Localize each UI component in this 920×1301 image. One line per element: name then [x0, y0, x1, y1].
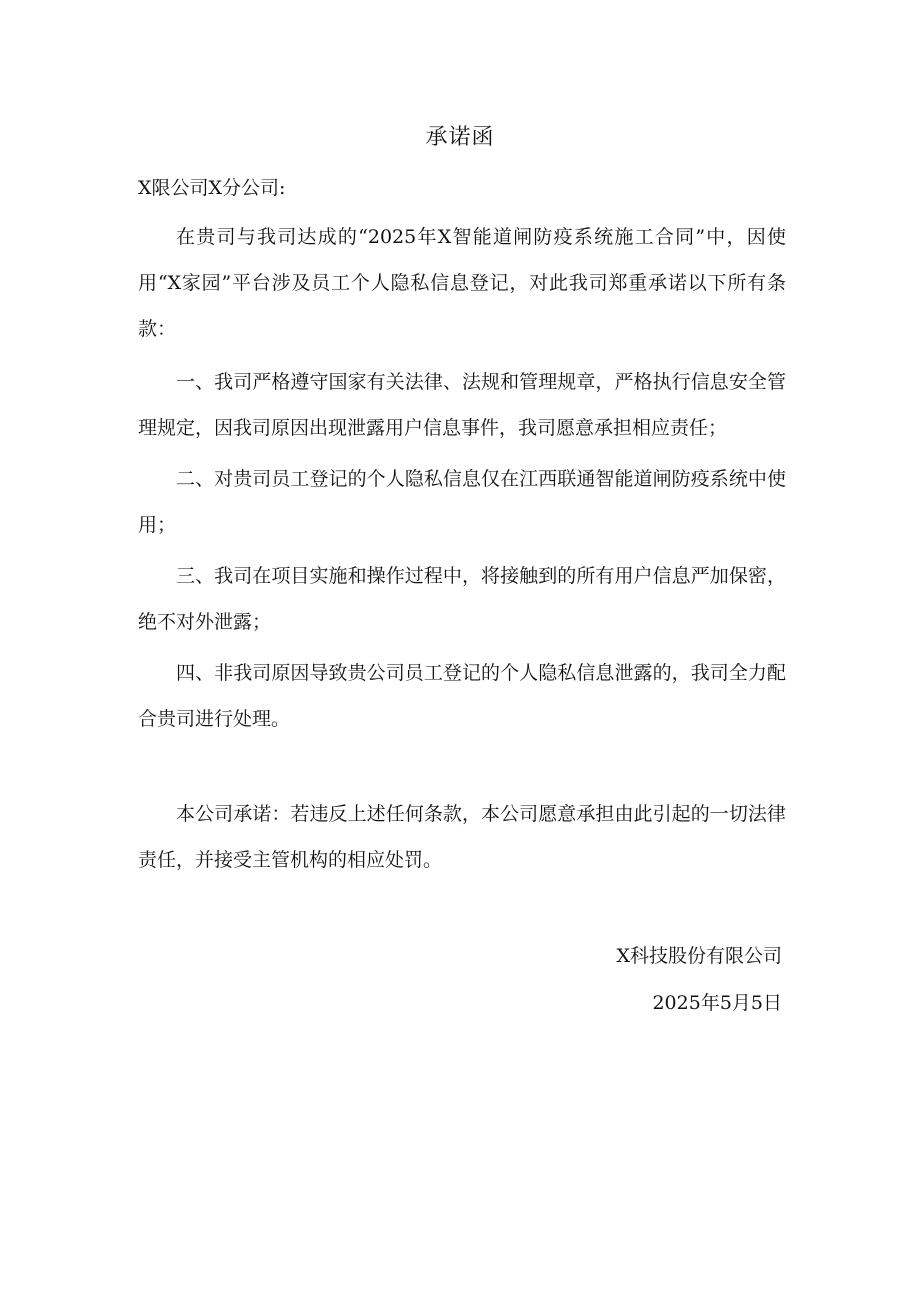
salutation: X限公司X分公司:	[138, 177, 286, 199]
paragraph-clause-3: 三、我司在项目实施和操作过程中，将接触到的所有用户信息严加保密，绝不对外泄露；	[138, 565, 786, 633]
signer-company: X科技股份有限公司	[616, 945, 782, 967]
signature-date: 2025年5月5日	[652, 992, 782, 1014]
paragraph-clause-1: 一、我司严格遵守国家有关法律、法规和管理规章，严格执行信息安全管理规定，因我司原因出现泄露用户信息事件，我司愿意承担相应责任；	[138, 371, 786, 439]
paragraph-intro: 在贵司与我司达成的“2025年X智能道闸防疫系统施工合同”中，因使用“X家园”平台涉及员工个人隐私信息登记，对此我司郑重承诺以下所有条款：	[138, 226, 786, 340]
paragraph-clause-2: 二、对贵司员工登记的个人隐私信息仅在江西联通智能道闸防疫系统中使用；	[138, 468, 786, 536]
paragraph-clause-4: 四、非我司原因导致贵公司员工登记的个人隐私信息泄露的，我司全力配合贵司进行处理。	[138, 662, 786, 730]
paragraph-commitment: 本公司承诺：若违反上述任何条款，本公司愿意承担由此引起的一切法律责任，并接受主管机构的相应处罚。	[138, 803, 786, 871]
document-title: 承诺函	[425, 125, 495, 150]
